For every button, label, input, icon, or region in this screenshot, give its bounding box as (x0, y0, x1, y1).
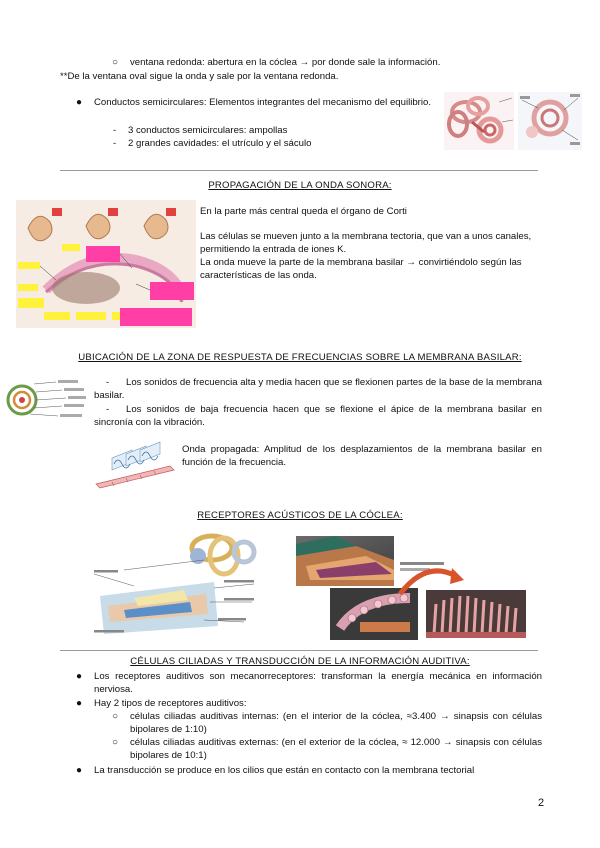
cells-s1: células ciliadas auditivas internas: (en el interior de la cóclea, ≈3.400 → sinapsis con células bipolares de 1:10) (130, 711, 542, 735)
wave-text: Onda propagada: Amplitud de los desplazamientos de la membrana basilar en función de la frecuencia. (182, 444, 542, 468)
dash-icon: - (113, 138, 117, 149)
basilar-membrane-frequency-figure (4, 376, 88, 422)
semicircular-text: Conductos semicirculares: Elementos integrantes del mecanismo del equilibrio. (94, 97, 432, 108)
propagation-p2: Las células se mueven junto a la membrana tectoria, que van a unos canales, permitiendo la entrada de iones K. (200, 231, 532, 255)
receptors-heading: RECEPTORES ACÚSTICOS DE LA CÓCLEA: (197, 510, 403, 521)
dash-icon: - (106, 404, 110, 415)
stereocilia-figure (426, 590, 526, 638)
hollow-bullet-icon: ○ (112, 57, 119, 68)
semicircular-sub2: 2 grandes cavidades: el utrículo y el sáculo (128, 138, 312, 149)
cells-s2: células ciliadas auditivas externas: (en el exterior de la cóclea, ≈ 12.000 → sinapsis con células bipolares de 10:1) (130, 737, 542, 761)
inner-ear-image-2 (518, 92, 582, 150)
hollow-bullet-icon: ○ (112, 737, 119, 748)
bullet-icon: ● (76, 97, 83, 108)
location-item2: Los sonidos de baja frecuencia hacen que se flexione el ápice de la membrana basilar en sincronía con la vibración. (94, 404, 542, 428)
propagation-p1: En la parte más central queda el órgano de Corti (200, 206, 407, 217)
inner-ear-image-1 (444, 92, 514, 150)
bullet-icon: ● (76, 671, 83, 682)
cells-b1: Los receptores auditivos son mecanorreceptores: transforman la energía mecánica en información nerviosa. (94, 671, 542, 695)
semicircular-sub1: 3 conductos semicirculares: ampollas (128, 125, 288, 136)
cells-b3: La transducción se produce en los cilios que están en contacto con la membrana tectorial (94, 765, 475, 776)
dash-icon: - (106, 377, 110, 388)
bullet-icon: ● (76, 765, 83, 776)
organ-of-corti-figure (94, 526, 276, 638)
section-divider (60, 650, 538, 651)
location-heading: UBICACIÓN DE LA ZONA DE RESPUESTA DE FRECUENCIAS SOBRE LA MEMBRANA BASILAR: (78, 352, 522, 363)
oval-window-note: **De la ventana oval sigue la onda y sale por la ventana redonda. (60, 71, 339, 82)
propagated-wave-figure (92, 440, 180, 490)
bullet-icon: ● (76, 698, 83, 709)
cells-b2: Hay 2 tipos de receptores auditivos: (94, 698, 247, 709)
dash-icon: - (113, 125, 117, 136)
propagation-heading: PROPAGACIÓN DE LA ONDA SONORA: (208, 180, 392, 191)
section-divider (60, 170, 538, 171)
cells-heading: CÉLULAS CILIADAS Y TRANSDUCCIÓN DE LA INFORMACIÓN AUDITIVA: (130, 656, 470, 667)
location-item1: Los sonidos de frecuencia alta y media hacen que se flexionen partes de la base de la membrana basilar. (94, 377, 542, 401)
round-window-text: ventana redonda: abertura en la cóclea → por donde sale la información. (130, 57, 441, 68)
cochlea-propagation-figure (16, 200, 196, 328)
cochlea-cross-section-figure (296, 536, 394, 586)
hollow-bullet-icon: ○ (112, 711, 119, 722)
propagation-p3: La onda mueve la parte de la membrana basilar → convirtiéndolo según las características de las onda. (200, 257, 522, 281)
page-number: 2 (538, 797, 545, 809)
